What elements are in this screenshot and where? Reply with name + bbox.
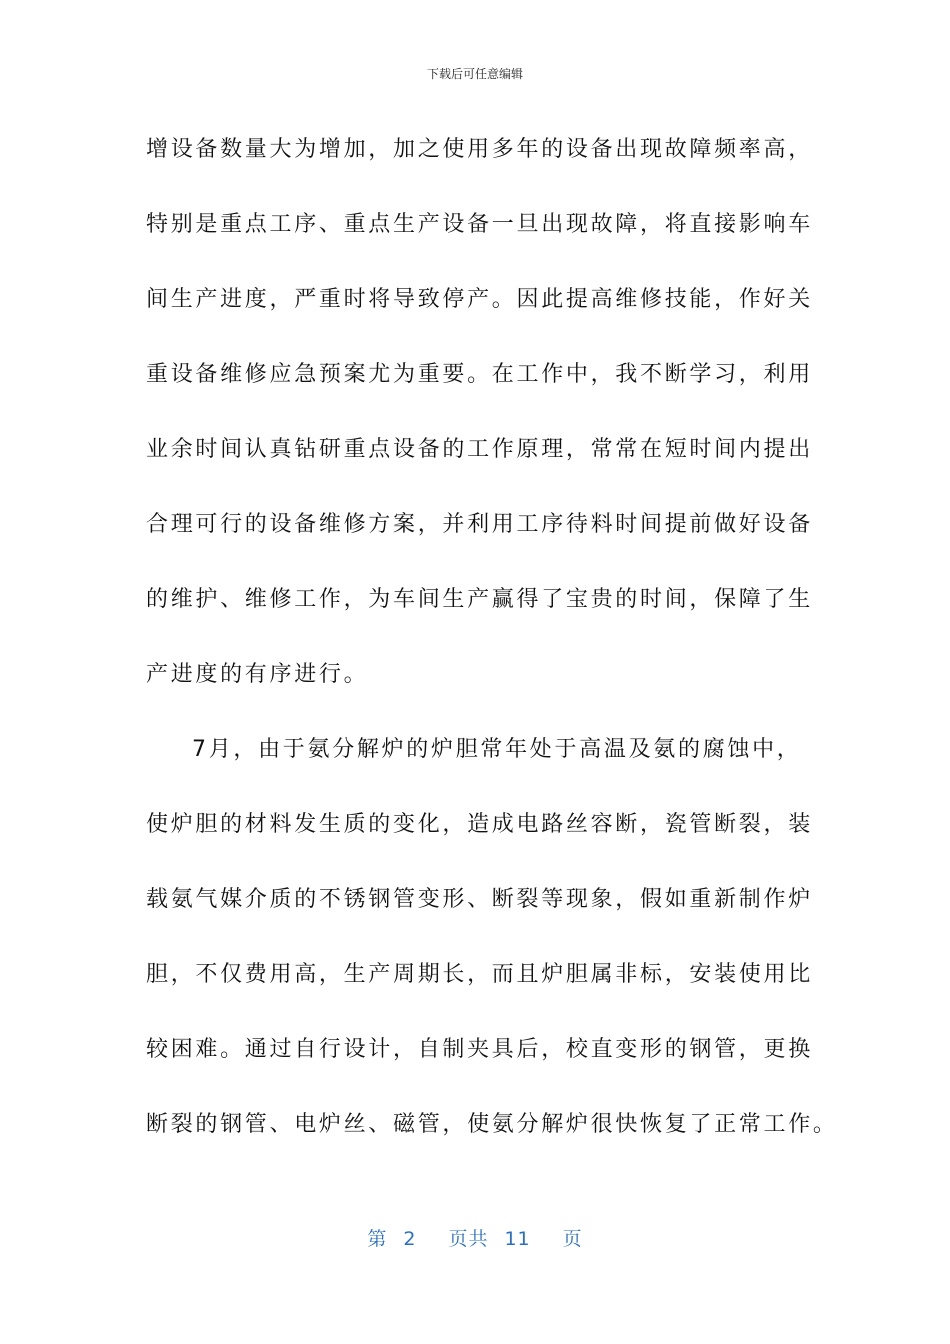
text-line: 使炉胆的材料发生质的变化，造成电路丝容断，瓷管断裂，装 xyxy=(146,812,813,837)
text-line: 载氨气媒介质的不锈钢管变形、断裂等现象，假如重新制作炉 xyxy=(146,887,813,912)
page-header-note: 下载后可任意编辑 xyxy=(426,67,523,81)
text-line-indented: 7月，由于氨分解炉的炉胆常年处于高温及氨的腐蚀中， xyxy=(192,737,802,762)
text-line: 胆，不仅费用高，生产周期长，而且炉胆属非标，安装使用比 xyxy=(146,962,813,987)
text-line: 业余时间认真钻研重点设备的工作原理，常常在短时间内提出 xyxy=(146,437,813,462)
page-number-footer xyxy=(0,1224,950,1254)
text-line: 的维护、维修工作，为车间生产赢得了宝贵的时间，保障了生 xyxy=(146,587,813,612)
text-line: 增设备数量大为增加，加之使用多年的设备出现故障频率高， xyxy=(146,137,813,162)
text-line: 断裂的钢管、电炉丝、磁管，使氨分解炉很快恢复了正常工作。 xyxy=(146,1112,838,1137)
footer-label-end: 页 xyxy=(562,1228,583,1250)
footer-current-page: 2 xyxy=(403,1228,417,1250)
text-line: 较困难。通过自行设计，自制夹具后，校直变形的钢管，更换 xyxy=(146,1037,813,1062)
document-body xyxy=(146,130,838,1180)
text-line: 合理可行的设备维修方案，并利用工序待料时间提前做好设备 xyxy=(146,512,813,537)
footer-label-total: 页共 xyxy=(448,1228,489,1250)
footer-label-page: 第 xyxy=(367,1228,388,1250)
text-line: 特别是重点工序、重点生产设备一旦出现故障，将直接影响车 xyxy=(146,212,813,237)
footer-total-pages: 11 xyxy=(504,1228,531,1250)
text-line: 重设备维修应急预案尤为重要。在工作中，我不断学习，利用 xyxy=(146,362,813,387)
text-line: 产进度的有序进行。 xyxy=(146,662,369,687)
text-line: 间生产进度，严重时将导致停产。因此提高维修技能，作好关 xyxy=(146,287,813,312)
